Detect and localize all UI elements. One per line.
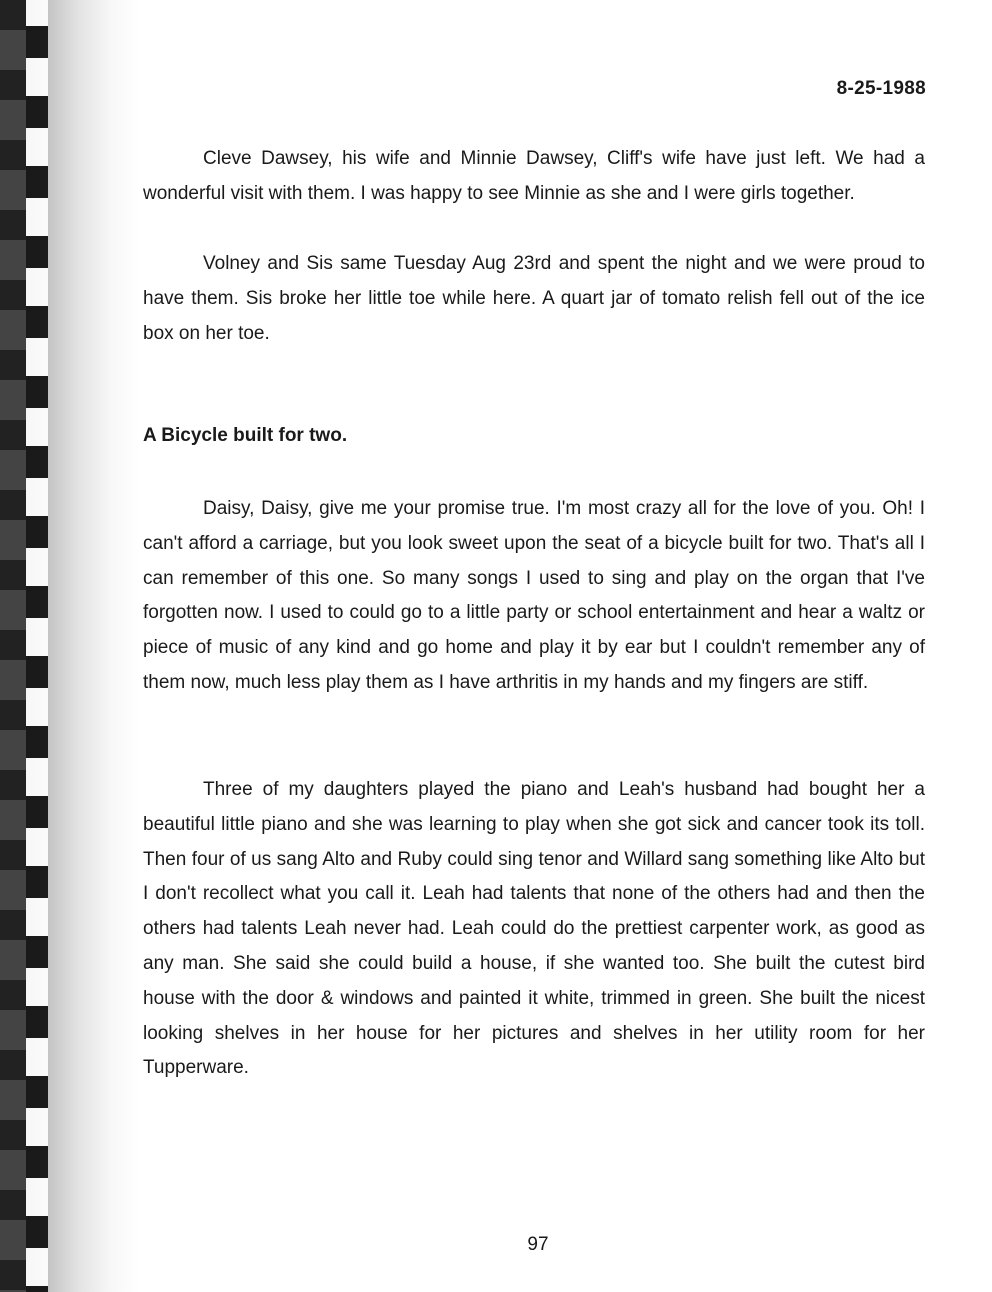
section-heading: A Bicycle built for two.	[143, 425, 348, 446]
paragraph-daughters-piano: Three of my daughters played the piano and Leah's husband had bought her a beautiful little piano and she was learning to play when she got sick and cancer took its toll. Then four of us sang Alto and Ruby could sing tenor and Willard sang something like Alto but I don't recollect what you call it. Leah had talents that none of the others had and then the others had talents Leah never had. Leah could do the prettiest carpenter work, as good as any man. She said she could build a house, if she wanted too. She built the cutest bird house with the door & windows and painted it white, trimmed in green. She built the nicest looking shelves in her house for her pictures and shelves in her utility room for her Tupperware.	[143, 779, 925, 1079]
paragraph-dawsey-visit: Cleve Dawsey, his wife and Minnie Dawsey, Cliff's wife have just left. We had a wonderful visit with them. I was happy to see Minnie as she and I were girls together.	[143, 148, 925, 204]
spiral-binding-edge	[0, 0, 26, 1292]
paragraph-volney-sis: Volney and Sis same Tuesday Aug 23rd and spent the night and we were proud to have them. Sis broke her little toe while here. A quart jar of tomato relish fell out of the ice box on her toe.	[143, 253, 925, 344]
page-number: 97	[527, 1234, 549, 1255]
paragraph-daisy-song: Daisy, Daisy, give me your promise true. I'm most crazy all for the love of you. Oh! I can't afford a carriage, but you look sweet upon the seat of a bicycle built for two. That's all I can remember of this one. So many songs I used to sing and play on the organ that I've forgotten now. I used to could go to a little party or school entertainment and hear a waltz or piece of music of any kind and go home and play it by ear but I couldn't remember any of them now, much less play them as I have arthritis in my hands and my fingers are stiff.	[143, 498, 925, 693]
spiral-binding-holes	[26, 0, 48, 1292]
page-date: 8-25-1988	[836, 78, 926, 99]
